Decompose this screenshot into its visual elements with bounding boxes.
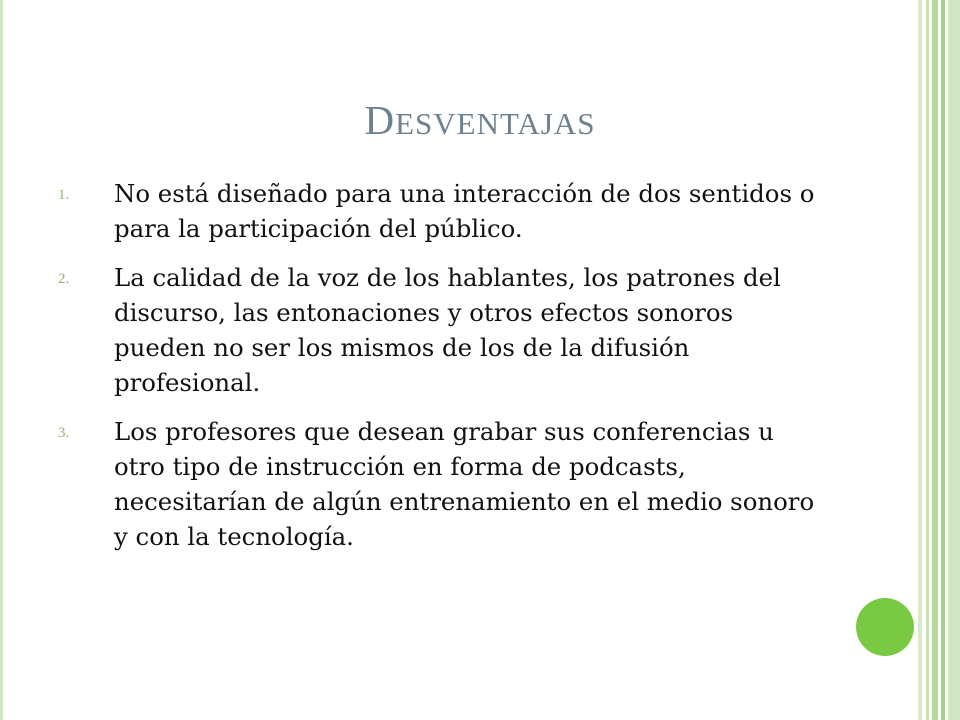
list-item-text: La calidad de la voz de los hablantes, los patrones del discurso, las entonaciones y otros efectos sonoros pueden no ser los mismos de los de la difusión profesional. (114, 263, 781, 397)
list-item-text: Los profesores que desean grabar sus conferencias u otro tipo de instrucción en forma de podcasts, necesitarían de algún entrenamiento en el medio sonoro y con la tecnología. (114, 417, 815, 551)
list-item-text: No está diseñado para una interacción de dos sentidos o para la participación del público. (114, 179, 815, 243)
disadvantages-list (58, 176, 828, 568)
list-item (58, 176, 828, 246)
list-item (58, 260, 828, 400)
list-number: 3. (58, 425, 70, 441)
green-circle-decoration (856, 598, 914, 656)
list-number: 2. (58, 271, 70, 287)
list-number: 1. (58, 187, 70, 203)
list-item (58, 414, 828, 554)
title-initial: D (364, 97, 396, 143)
title-rest: ESVENTAJAS (395, 106, 596, 141)
slide-title (0, 96, 960, 144)
